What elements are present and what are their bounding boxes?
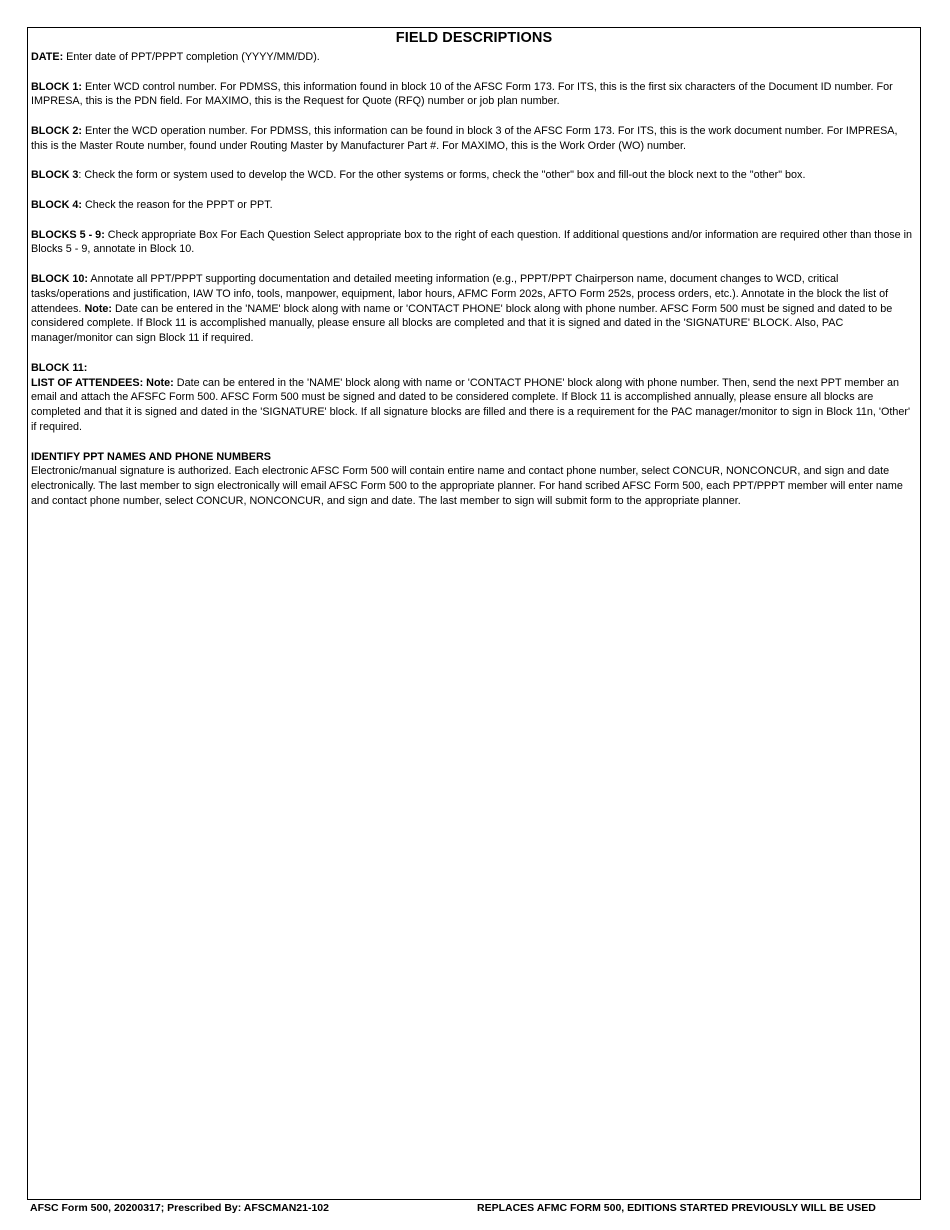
identify-text: Electronic/manual signature is authorized. Each electronic AFSC Form 500 will contain entire name and contact phone number, select CONCUR, NONCONCUR, and sign and date electronically. The last member to sign electronically will email AFSC Form 500 to the appropriate planner. For hand scribed AFSC Form 500, each PPT/PPPT member will enter name and contact phone number, select CONCUR, NONCONCUR, and sign and date. The last member to sign will submit form to the appropriate planner.: [31, 465, 903, 507]
block10-text-1: Annotate all PPT/PPPT supporting documentation and detailed meeting information (e.g., PPPT/PPT Chairperson name, document changes to WCD, critical tasks/operations and justification, IAW TO info, tools, manpower, equipment, labor hours, AFMC Form 202s, AFTO Form 252s, process orders, etc.). Annotate in the block the list of attendees.: [31, 272, 889, 315]
block1-label: BLOCK 1:: [31, 80, 82, 93]
block3-label: BLOCK 3: [31, 169, 79, 182]
block11-text: Date can be entered in the 'NAME' block along with name or 'CONTACT PHONE' block along with phone number. Then, send the next PPT member an email and attach the AFSFC Form 500. AFSC Form 500 must be signed and dated to be considered complete. If Block 11 is accomplished annually, please ensure all blocks are completed and that it is signed and dated in the 'SIGNATURE' block. If all signature blocks are filled and there is a requirement for the PAC manager/monitor to sign in Block 11n, 'Other' if required.: [31, 376, 911, 433]
block10-text-2: Date can be entered in the 'NAME' block along with name or 'CONTACT PHONE' block along with phone number. AFSC Form 500 must be signed and dated to be considered complete. If Block 11 is accomplished manually, please ensure all blocks are completed and that it is signed and dated in the 'SIGNATURE' BLOCK. Also, PAC manager/monitor can sign Block 11 if required.: [31, 302, 893, 345]
field-descriptions: [28, 50, 920, 509]
date-description: [31, 50, 917, 65]
block4-text: Check the reason for the PPPT or PPT.: [82, 198, 273, 211]
block2-text: Enter the WCD operation number. For PDMSS, this information can be found in block 3 of the AFSC Form 173. For ITS, this is the work document number. For IMPRESA, this is the Master Route number, found under Routing Master by Manufacturer Part #. For MAXIMO, this is the Work Order (WO) number.: [31, 124, 898, 152]
block3-description: [31, 168, 917, 183]
block11-description: [31, 361, 917, 435]
blocks5to9-text: Check appropriate Box For Each Question Select appropriate box to the right of each question. If additional questions and/or information are required other than those in Blocks 5 - 9, annotate in Block 10.: [31, 228, 913, 256]
block3-text: : Check the form or system used to develop the WCD. For the other systems or forms, check the "other" box and fill-out the block next to the "other" box.: [78, 169, 806, 182]
date-text: Enter date of PPT/PPPT completion (YYYY/MM/DD).: [63, 51, 320, 63]
block11-label: BLOCK 11:: [31, 361, 88, 374]
blocks5to9-description: [31, 228, 917, 258]
block10-label: BLOCK 10:: [31, 272, 88, 285]
page-title: FIELD DESCRIPTIONS: [395, 30, 553, 46]
block4-description: [31, 198, 917, 213]
attendees-label: LIST OF ATTENDEES: Note:: [31, 376, 174, 389]
block2-description: [31, 124, 917, 154]
footer-form-id: AFSC Form 500, 20200317; Prescribed By: AFSCMAN21-102: [30, 1202, 329, 1214]
blocks5to9-label: BLOCKS 5 - 9:: [31, 228, 105, 241]
block1-description: [31, 80, 917, 110]
block10-description: [31, 272, 917, 346]
block1-text: Enter WCD control number. For PDMSS, this information found in block 10 of the AFSC Form 173. For ITS, this is the first six characters of the Document ID number. For IMPRESA, this is the PDN field. For MAXIMO, this is the Request for Quote (RFQ) number or job plan number.: [31, 80, 893, 108]
identify-heading: IDENTIFY PPT NAMES AND PHONE NUMBERS: [31, 450, 271, 463]
footer-replaces-note: REPLACES AFMC FORM 500, EDITIONS STARTED PREVIOUSLY WILL BE USED: [477, 1202, 876, 1214]
block4-label: BLOCK 4:: [31, 198, 82, 211]
identify-description: [31, 450, 917, 509]
block2-label: BLOCK 2:: [31, 124, 82, 137]
date-label: DATE:: [31, 51, 64, 63]
block10-note-label: Note:: [84, 302, 113, 315]
form-frame: [27, 27, 921, 1200]
